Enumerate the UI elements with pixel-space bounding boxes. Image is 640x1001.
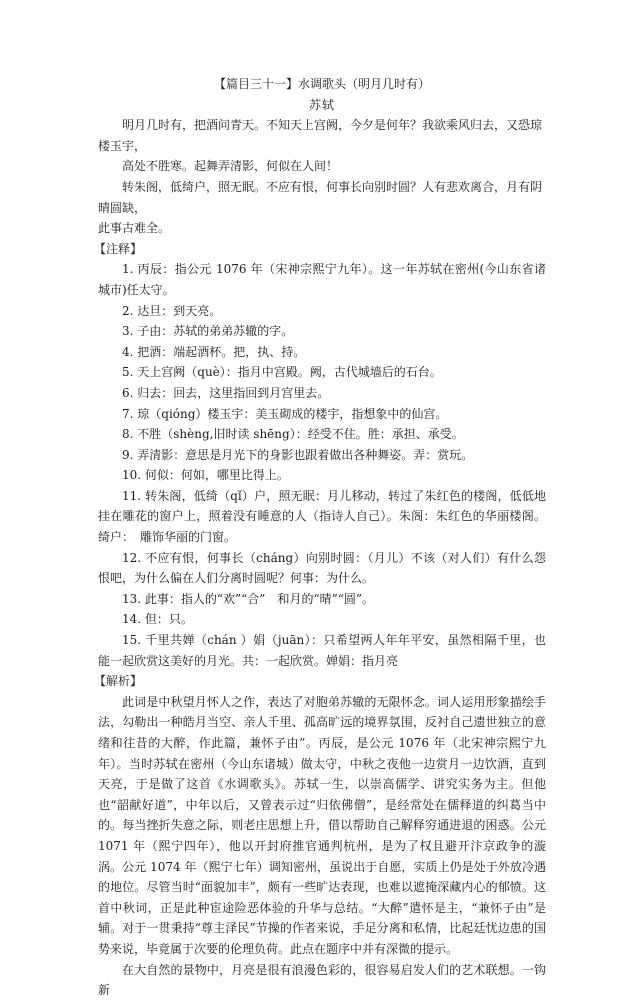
analysis-heading: 【解析】 [94,674,143,689]
note-item: 1. 丙辰：指公元 1076 年（宋神宗熙宁九年）。这一年苏轼在密州(今山东省诸城市)任太守。 [98,262,546,297]
notes-list [98,259,546,671]
note-item: 4. 把酒：端起酒杯。把，执、持。 [122,344,306,359]
note-item: 13. 此事：指人的“欢”“合” 和月的“晴”“圆”。 [122,591,374,606]
document-title: 【篇目三十一】水调歌头（明月几时有） [213,77,430,91]
note-item: 11. 转朱阁，低绮（qǐ）户，照无眠：月儿移动，转过了朱红色的楼阁，低低地挂在雕花的窗户上，照着没有睡意的人（指诗人自己）。朱阁：朱红色的华丽楼阁。绮户： 雕饰华丽的门窗。 [98,488,546,545]
note-item: 6. 归去：回去，这里指回到月宫里去。 [122,385,330,400]
poem-line: 明月几时有，把酒问青天。不知天上宫阙，今夕是何年？我欲乘风归去，又恐琼楼玉宇， [98,118,543,153]
analysis-paragraph: 此词是中秋望月怀人之作，表达了对胞弟苏辙的无限怀念。词人运用形象描绘手法，勾勒出一种皓月当空、亲人千里、孤高旷远的境界氛围，反衬自己遗世独立的意绪和往昔的大醉，作此篇，兼怀子由”。丙辰，是公元 1076 年（北宋神宗熙宁九年）。当时苏轼在密州（今山东诸城）做太守，中秋之夜他一边赏月一边饮酒，直到天亮，于是做了这首《水调歌头》。苏轼一生，以崇高儒学、讲究实务为主。但他也“韶献好道”，中年以后，又曾表示过“归依佛僧”，是经常处在儒释道的纠葛当中的。每当挫折失意之际，则老庄思想上升，借以帮助自己解释穷通进退的困惑。公元 1071 年（熙宁四年），他以开封府推官通判杭州，是为了权且避开汴京政争的漩涡。公元 1074 年（熙宁七年）调知密州，虽说出于自愿，实质上仍是处于外放冷遇的地位。尽管当时“面貌加丰”，颇有一些旷达表现，也难以遮掩深藏内心的郁愤。这首中秋词，正是此种宦途险恶体验的升华与总结。“大醉”遣怀是主，“兼怀子由”是辅。对于一贯秉持“尊主泽民”节操的作者来说，手足分离和私情，比起廷忧边患的国势来说，毕竟属于次要的伦理负荷。此点在题序中并有深微的提示。 [98,694,546,956]
note-item: 7. 琼（qióng）楼玉宇：美玉砌成的楼宇，指想象中的仙宫。 [122,406,448,421]
analysis-text [98,692,546,1001]
note-item: 8. 不胜（shèng,旧时读 shēng）：经受不住。胜：承担、承受。 [122,427,464,442]
poem-text [98,115,546,239]
note-item: 10. 何似：何如，哪里比得上。 [122,468,289,483]
note-item: 3. 子由：苏轼的弟弟苏辙的字。 [122,324,294,339]
note-item: 14. 但：只。 [122,612,193,627]
poem-line: 此事古难全。 [98,221,171,236]
poem-line: 转朱阁，低绮户，照无眠。不应有恨，何事长向别时圆？人有悲欢离合，月有阴晴圆缺， [98,179,543,215]
note-item: 9. 弄清影：意思是月光下的身影也跟着做出各种舞姿。弄：赏玩。 [122,447,474,462]
note-item: 5. 天上宫阙（què）：指月中宫殿。阙，古代城墙后的石台。 [122,365,442,380]
note-item: 12. 不应有恨，何事长（cháng）向别时圆：（月儿）不该（对人们）有什么怨恨吧，为什么偏在人们分离时圆呢？何事：为什么。 [98,550,546,586]
note-item: 15. 千里共婵（chán ）娟（juān）：只希望两人年年平安，虽然相隔千里，也能一起欣赏这美好的月光。共：一起欣赏。婵娟：指月亮 [98,633,546,668]
note-item: 2. 达旦：到天亮。 [122,303,222,318]
notes-heading: 【注释】 [94,241,143,256]
poem-line: 高处不胜寒。起舞弄清影，何似在人间！ [122,159,339,174]
document-page [94,74,546,1001]
author-name: 苏轼 [308,97,335,112]
analysis-paragraph: 在大自然的景物中，月亮是很有浪漫色彩的，很容易启发人们的艺术联想。一钩新 [98,962,546,998]
